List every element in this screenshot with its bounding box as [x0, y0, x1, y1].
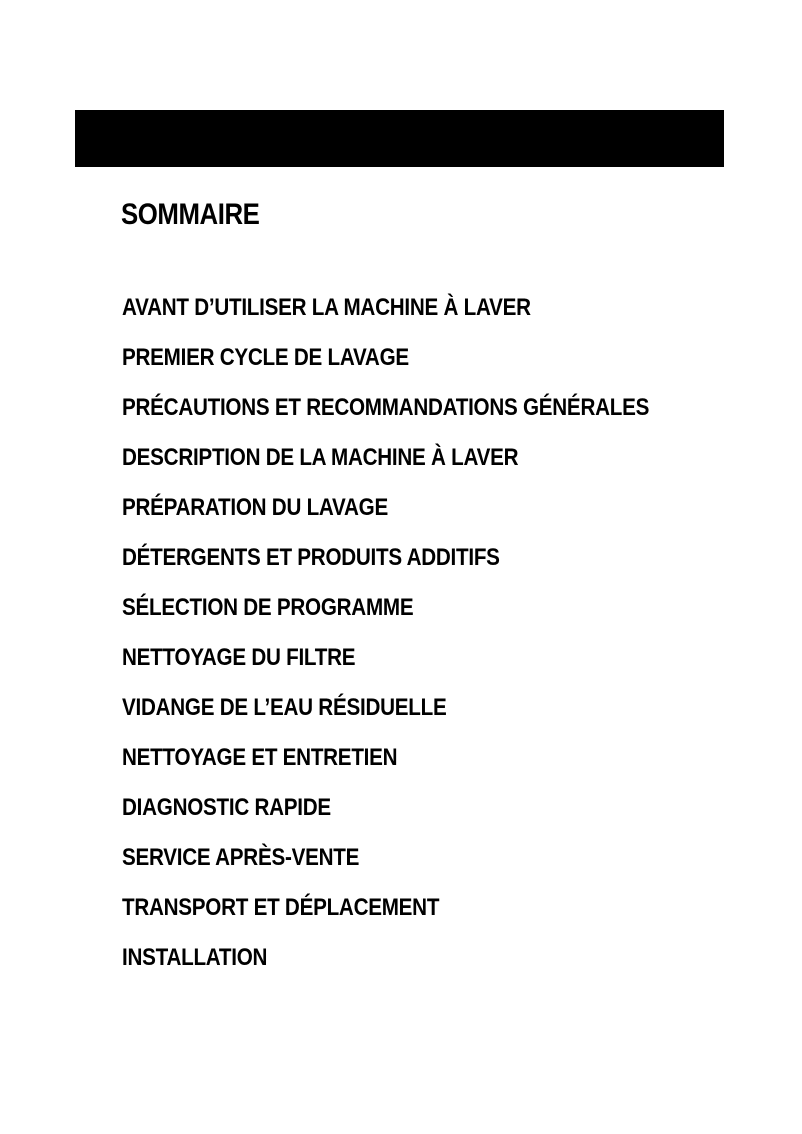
toc-item-vidange: VIDANGE DE L’EAU RÉSIDUELLE — [122, 694, 447, 721]
header-bar — [75, 110, 724, 167]
toc-item-installation: INSTALLATION — [122, 944, 268, 971]
toc-item-diagnostic: DIAGNOSTIC RAPIDE — [122, 794, 331, 821]
toc-item-nettoyage-filtre: NETTOYAGE DU FILTRE — [122, 644, 356, 671]
toc-item-service-apres-vente: SERVICE APRÈS-VENTE — [122, 844, 360, 871]
toc-item-detergents: DÉTERGENTS ET PRODUITS ADDITIFS — [122, 544, 500, 571]
toc-item-precautions: PRÉCAUTIONS ET RECOMMANDATIONS GÉNÉRALES — [122, 394, 650, 421]
toc-item-nettoyage-entretien: NETTOYAGE ET ENTRETIEN — [122, 744, 398, 771]
toc-item-avant-utiliser: AVANT D’UTILISER LA MACHINE À LAVER — [122, 294, 531, 321]
toc-item-selection-programme: SÉLECTION DE PROGRAMME — [122, 594, 414, 621]
toc-item-transport: TRANSPORT ET DÉPLACEMENT — [122, 894, 440, 921]
toc-item-preparation: PRÉPARATION DU LAVAGE — [122, 494, 388, 521]
toc-item-premier-cycle: PREMIER CYCLE DE LAVAGE — [122, 344, 409, 371]
page-title: SOMMAIRE — [121, 198, 260, 231]
toc-item-description: DESCRIPTION DE LA MACHINE À LAVER — [122, 444, 519, 471]
table-of-contents — [122, 292, 735, 992]
